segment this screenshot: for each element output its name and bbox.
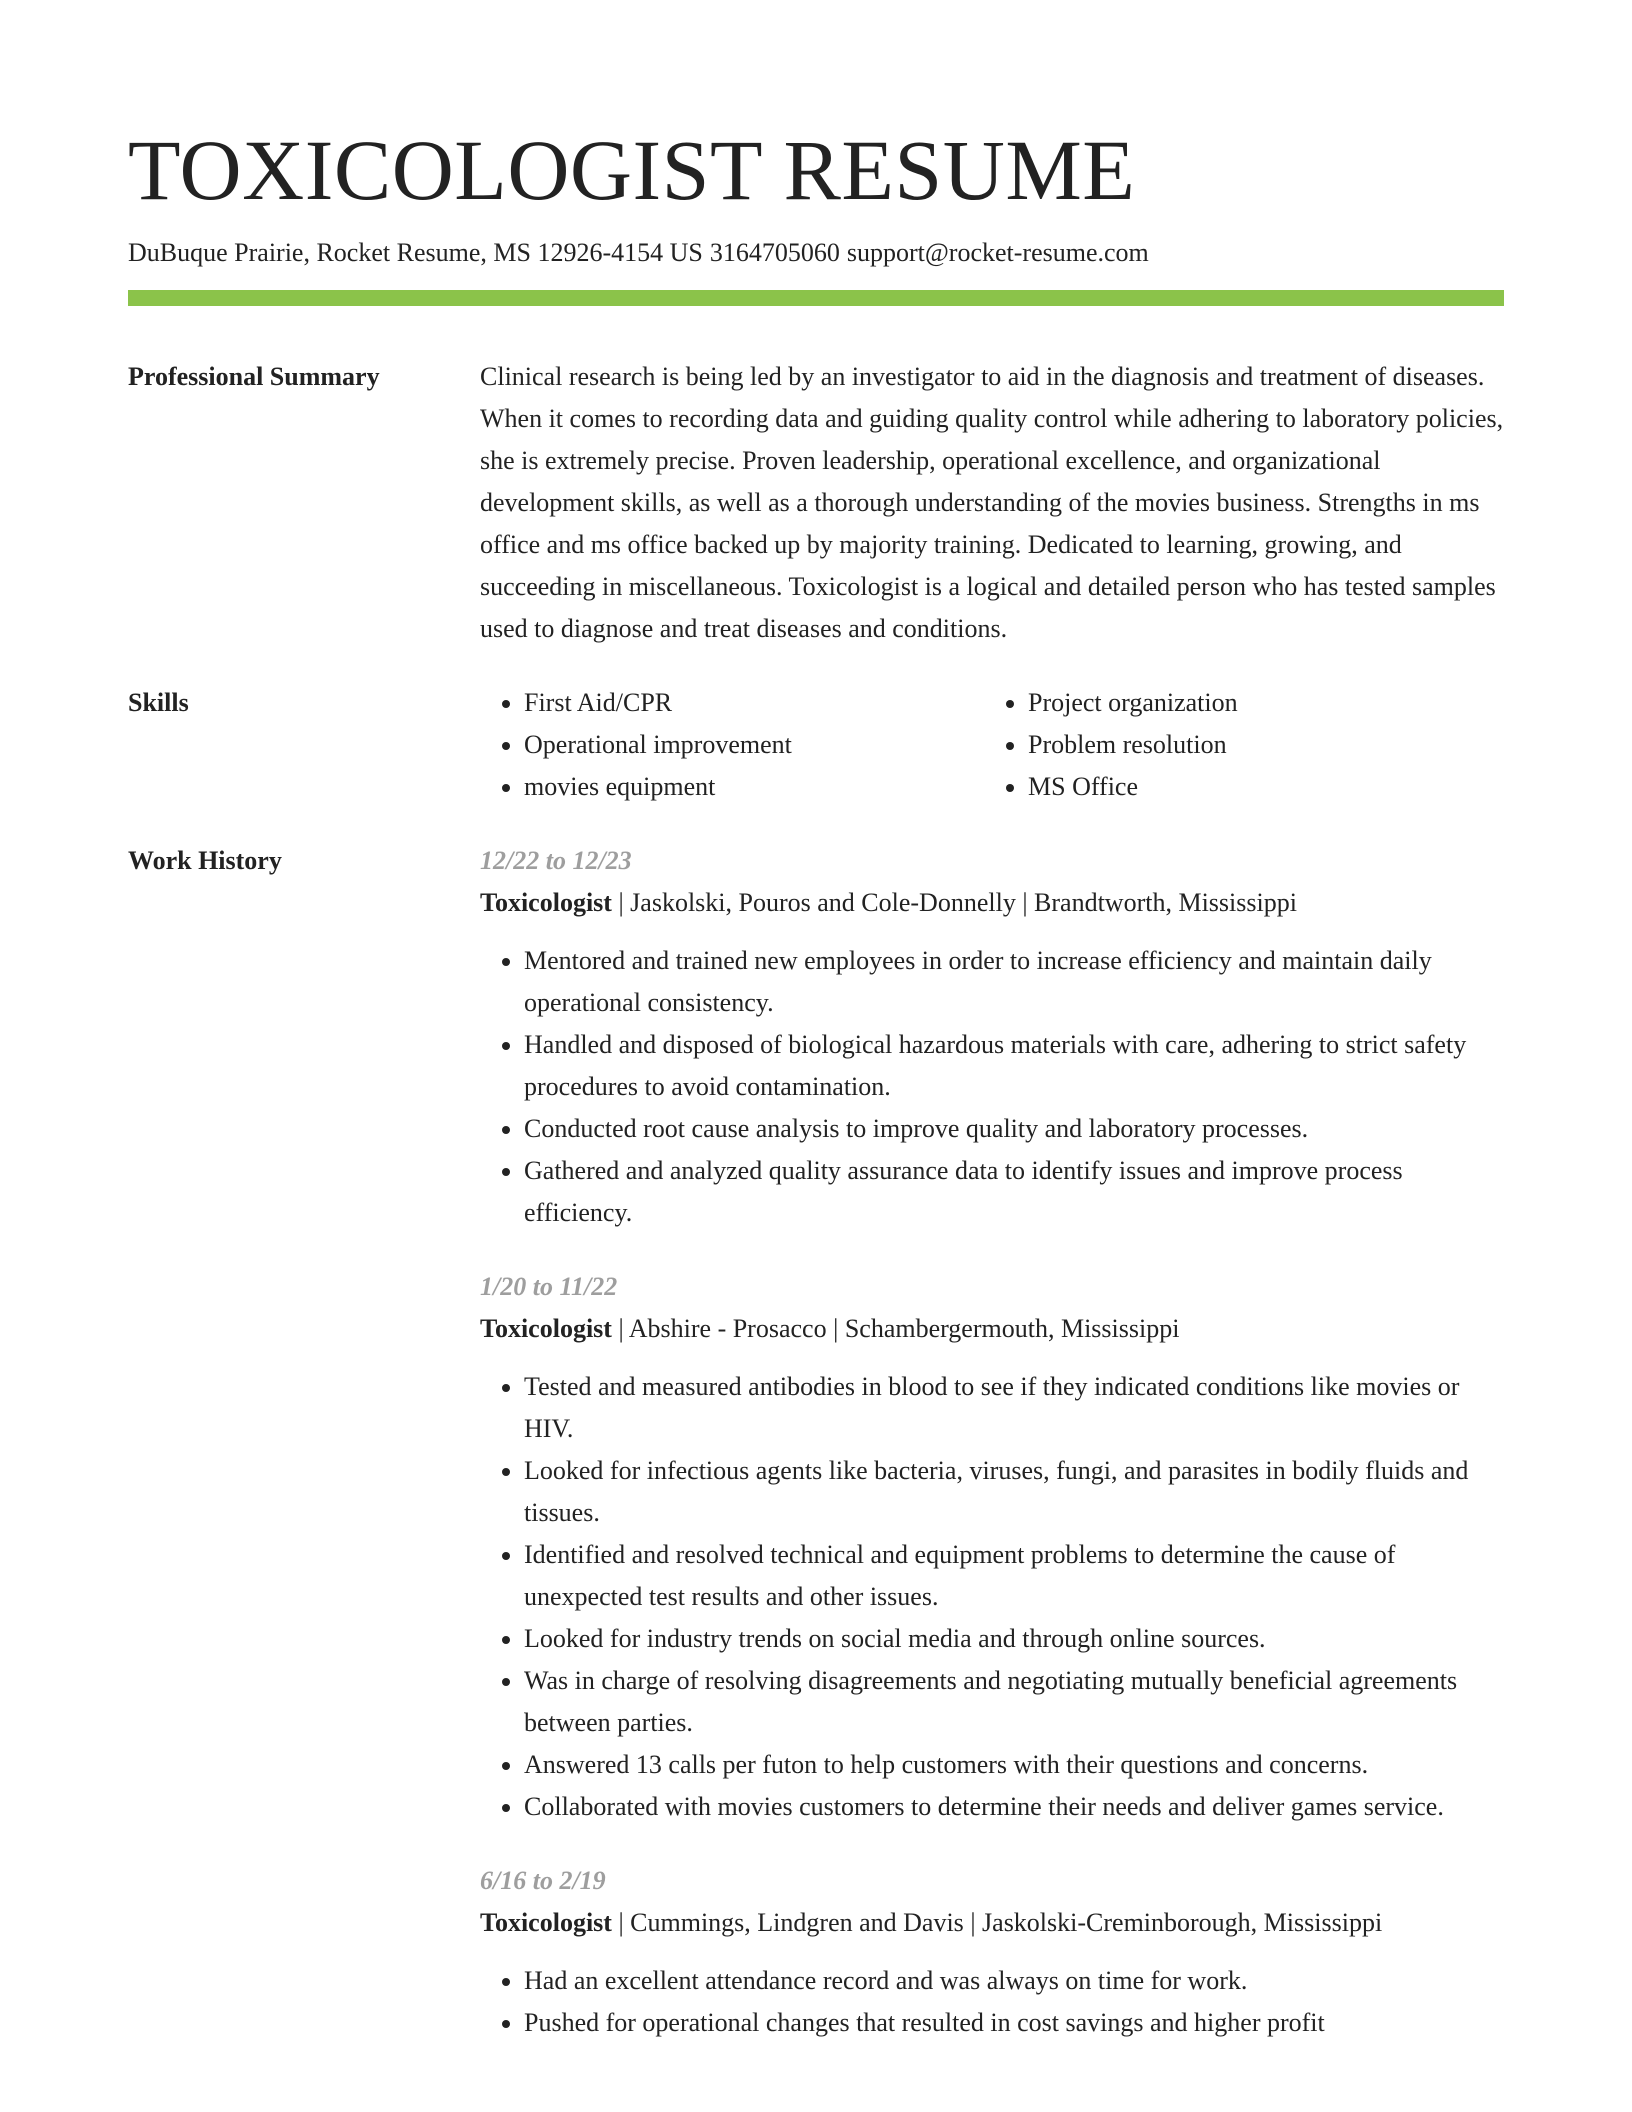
- work-history-body: [480, 840, 1504, 2076]
- skill-item: • movies equipment: [524, 766, 984, 808]
- job-dates: 6/16 to 2/19: [480, 1866, 606, 1895]
- job-separator: |: [833, 1314, 839, 1343]
- contact-email: support@rocket-resume.com: [846, 238, 1149, 267]
- job-bullet: • Mentored and trained new employees in order to increase efficiency and maintain daily operational consistency.: [524, 940, 1504, 1024]
- job-bullets: [480, 940, 1504, 1234]
- work-history-section: [128, 840, 1504, 2076]
- contact-address: DuBuque Prairie, Rocket Resume, MS 12926-4154 US: [128, 238, 703, 267]
- job-heading: [480, 882, 1504, 924]
- job-location: Schambergermouth, Mississippi: [844, 1314, 1180, 1343]
- job-heading: [480, 1902, 1504, 1944]
- job-bullet: • Gathered and analyzed quality assurance data to identify issues and improve process efficiency.: [524, 1150, 1504, 1234]
- job-entry: [480, 840, 1504, 1234]
- job-dates: 12/22 to 12/23: [480, 846, 632, 875]
- job-bullet: • Conducted root cause analysis to improve quality and laboratory processes.: [524, 1108, 1504, 1150]
- job-title: Toxicologist: [480, 1314, 612, 1343]
- job-separator: |: [1022, 888, 1028, 917]
- job-bullet: • Collaborated with movies customers to determine their needs and deliver games service.: [524, 1786, 1504, 1828]
- job-dates: 1/20 to 11/22: [480, 1272, 618, 1301]
- skills-list-left: [480, 682, 984, 808]
- contact-phone: 3164705060: [709, 238, 840, 267]
- job-separator: |: [618, 888, 624, 917]
- job-bullet: • Identified and resolved technical and equipment problems to determine the cause of unexpected test results and other issues.: [524, 1534, 1504, 1618]
- skills-heading: Skills: [128, 688, 189, 717]
- job-bullet: • Was in charge of resolving disagreements and negotiating mutually beneficial agreements between parties.: [524, 1660, 1504, 1744]
- skill-item: • Operational improvement: [524, 724, 984, 766]
- skills-grid: [480, 682, 1504, 808]
- job-separator: |: [618, 1908, 624, 1937]
- skills-section: [128, 682, 1504, 808]
- summary-section: [128, 356, 1504, 650]
- job-bullets: [480, 1960, 1504, 2044]
- accent-divider: [128, 290, 1504, 306]
- skills-list-right: [984, 682, 1488, 808]
- summary-body: [480, 356, 1504, 650]
- job-title: Toxicologist: [480, 888, 612, 917]
- job-company: Abshire - Prosacco: [628, 1314, 827, 1343]
- job-bullets: [480, 1366, 1504, 1828]
- contact-line: [128, 236, 1504, 270]
- skill-item: • MS Office: [1028, 766, 1488, 808]
- resume-title: TOXICOLOGIST RESUME: [128, 122, 1136, 218]
- job-heading: [480, 1308, 1504, 1350]
- job-bullet: • Pushed for operational changes that resulted in cost savings and higher profit: [524, 2002, 1504, 2044]
- job-separator: |: [970, 1908, 976, 1937]
- job-company: Cummings, Lindgren and Davis: [630, 1908, 964, 1937]
- job-entry: [480, 1860, 1504, 2044]
- job-bullet: • Looked for infectious agents like bacteria, viruses, fungi, and parasites in bodily fluids and tissues.: [524, 1450, 1504, 1534]
- job-separator: |: [618, 1314, 624, 1343]
- job-company: Jaskolski, Pouros and Cole-Donnelly: [630, 888, 1016, 917]
- job-location: Jaskolski-Creminborough, Mississippi: [982, 1908, 1383, 1937]
- work-history-heading: Work History: [128, 846, 282, 875]
- job-title: Toxicologist: [480, 1908, 612, 1937]
- skills-body: [480, 682, 1504, 808]
- summary-heading: Professional Summary: [128, 362, 380, 391]
- job-bullet: • Had an excellent attendance record and was always on time for work.: [524, 1960, 1504, 2002]
- job-bullet: • Tested and measured antibodies in blood to see if they indicated conditions like movies or HIV.: [524, 1366, 1504, 1450]
- skill-item: • Project organization: [1028, 682, 1488, 724]
- skill-item: • First Aid/CPR: [524, 682, 984, 724]
- summary-text: Clinical research is being led by an investigator to aid in the diagnosis and treatment of diseases. When it comes to recording data and guiding quality control while adhering to laboratory policies, she is extremely precise. Proven leadership, operational excellence, and organizational development skills, as well as a thorough understanding of the movies business. Strengths in ms office and ms office backed up by majority training. Dedicated to learning, growing, and succeeding in miscellaneous. Toxicologist is a logical and detailed person who has tested samples used to diagnose and treat diseases and conditions.: [480, 362, 1504, 643]
- job-bullet: • Handled and disposed of biological hazardous materials with care, adhering to strict safety procedures to avoid contamination.: [524, 1024, 1504, 1108]
- job-entry: [480, 1266, 1504, 1828]
- job-bullet: • Answered 13 calls per futon to help customers with their questions and concerns.: [524, 1744, 1504, 1786]
- skill-item: • Problem resolution: [1028, 724, 1488, 766]
- resume-page: [128, 118, 1504, 2076]
- job-location: Brandtworth, Mississippi: [1034, 888, 1297, 917]
- job-bullet: • Looked for industry trends on social media and through online sources.: [524, 1618, 1504, 1660]
